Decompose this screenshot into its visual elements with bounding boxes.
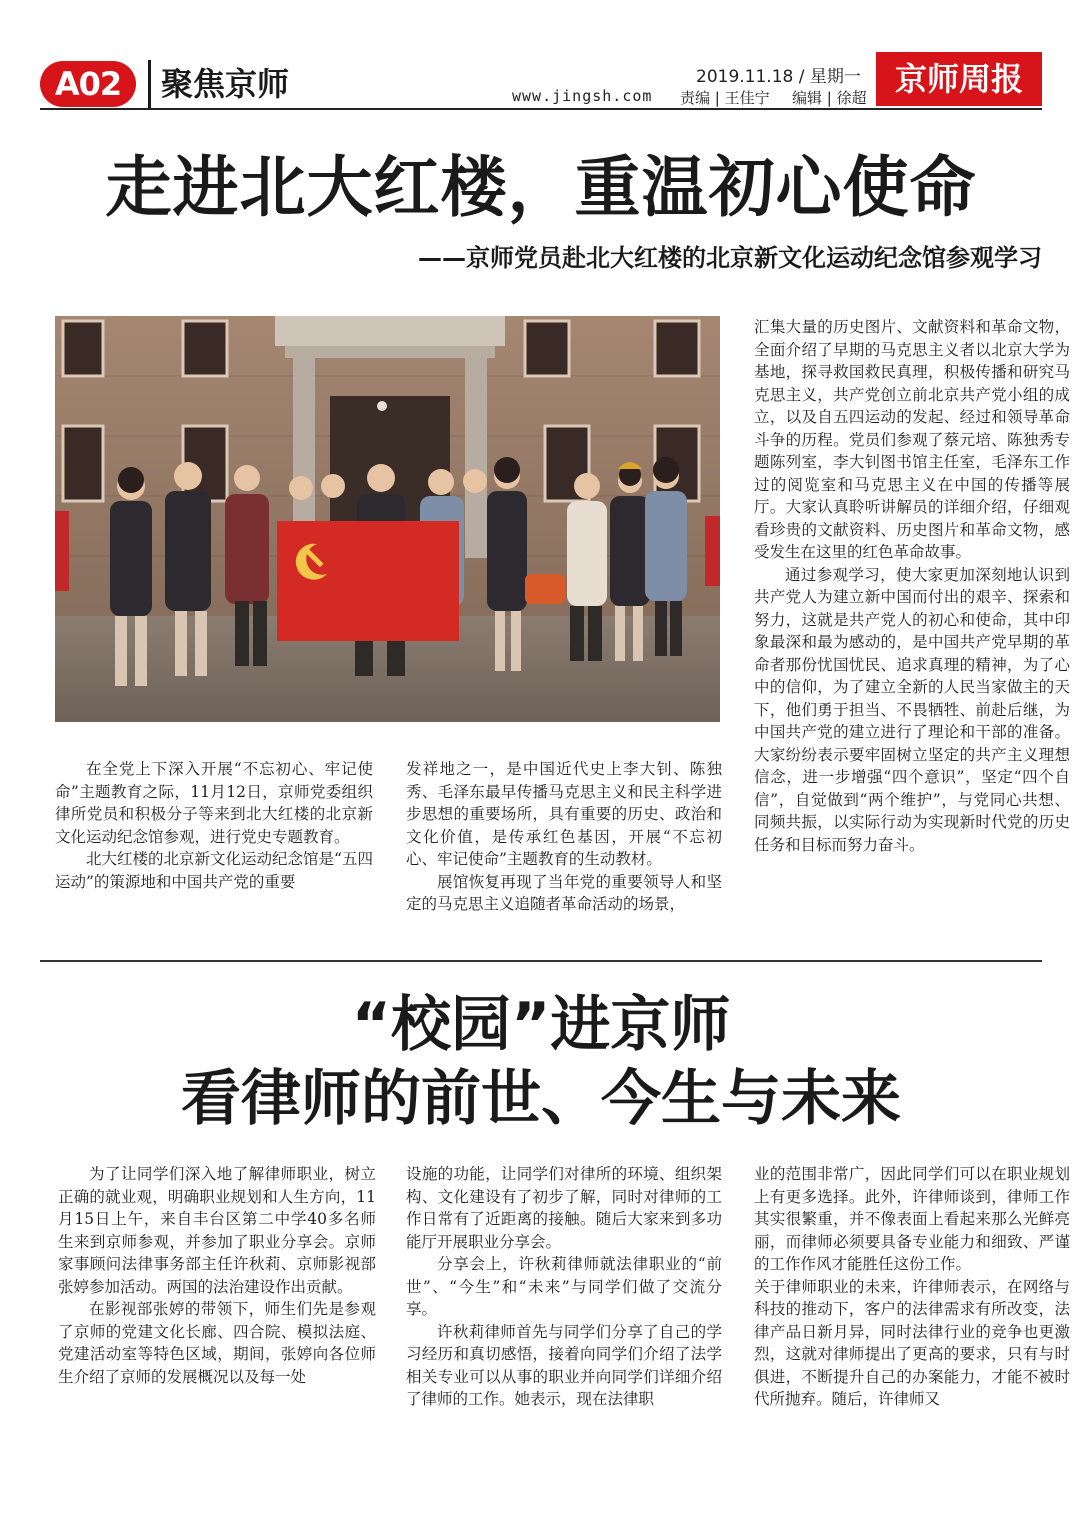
paragraph: 汇集大量的历史图片、文献资料和革命文物，全面介绍了早期的马克思主义者以北京大学为基地，探寻救国救民真理，积极传播和研究马克思主义，共产党创立前北京共产党小组的成立，以及自五四运动的发起、经过和领导革命斗争的历程。党员们参观了蔡元培、陈独秀专题陈列室，李大钊图书馆主任室，毛泽东工作过的阅览室和马克思主义在中国的传播等展厅。大家认真聆听讲解员的详细介绍，仔细观看珍贵的文献资料、历史图片和革命文物，感受发生在这里的红色革命故事。: [754, 318, 1070, 561]
article1-column-3: [754, 316, 1070, 856]
newspaper-logo: 京师周报: [876, 52, 1042, 106]
article2-title-line2: 看律师的前世、今生与未来: [181, 1064, 901, 1134]
paragraph: 在全党上下深入开展“不忘初心、牢记使命”主题教育之际，11月12日，京师党委组织律所党员和积极分子等来到北大红楼的北京新文化运动纪念馆参观，进行党史专题教育。: [55, 760, 373, 846]
paragraph: 关于律师职业的未来，许律师表示，在网络与科技的推动下，客户的法律需求有所改变，法律产品日新月异，同时法律行业的竞争也更激烈，这就对律师提出了更高的要求，只有与时俱进，不断提升自己的办案能力，才能不被时代所抛弃。随后，许律师又: [754, 1277, 1070, 1408]
paragraph: 分享会上，许秋莉律师就法律职业的“前世”、“今生”和“未来”与同学们做了交流分享。: [406, 1255, 722, 1318]
header-divider: [40, 108, 1042, 110]
paragraph: 展馆恢复再现了当年党的重要领导人和坚定的马克思主义追随者革命活动的场景，: [406, 872, 722, 913]
paragraph: 通过参观学习，使大家更加深刻地认识到共产党人为建立新中国而付出的艰辛、探索和努力，这就是共产党人的初心和使命，其中印象最深和最为感动的，是中国共产党早期的革命者那份忧国忧民、追求真理的精神，为了心中的信仰，为了建立全新的人民当家做主的天下，他们勇于担当、不畏牺牲、前赴后继，为中国共产党的建立进行了理论和干部的准备。大家纷纷表示要牢固树立坚定的共产主义理想信念，进一步增强“四个意识”，坚定“四个自信”，自觉做到“两个维护”，与党同心共想、同频共振，以实际行动为实现新时代党的历史任务和目标而努力奋斗。: [754, 565, 1070, 854]
issue-date: 2019.11.18 / 星期一: [696, 67, 861, 87]
paragraph: 北大红楼的北京新文化运动纪念馆是“五四运动”的策源地和中国共产党的重要: [55, 850, 373, 891]
editor: 编辑 | 徐超: [792, 89, 867, 107]
article2-column-2: [406, 1163, 722, 1411]
paragraph: 为了让同学们深入地了解律师职业，树立正确的就业观，明确职业规划和人生方向，11月15日上午，来自丰台区第二中学40多名师生来到京师参观，并参加了职业分享会。京师家事顾问法律事务部主任许秋莉、京师影视部张婷参加活动。两国的法治建设作出贡献。: [58, 1165, 376, 1296]
group-photo: [55, 316, 720, 722]
article1-title: 走进北大红楼，重温初心使命: [105, 149, 977, 226]
masthead: [0, 0, 1080, 120]
article1-subtitle: ——京师党员赴北大红楼的北京新文化运动纪念馆参观学习: [418, 244, 1042, 272]
article2-column-3: [754, 1163, 1070, 1411]
responsible-editor: 责编 | 王佳宁: [680, 89, 770, 107]
paragraph: 在影视部张婷的带领下，师生们先是参观了京师的党建文化长廊、四合院、模拟法庭、党建活动室等特色区域，期间，张婷向各位师生介绍了京师的发展概况以及每一处: [58, 1300, 376, 1386]
group-photo-illustration: [55, 316, 720, 722]
page-number-badge: A02: [40, 61, 136, 107]
section-title: 聚焦京师: [148, 60, 289, 108]
paragraph: 设施的功能，让同学们对律所的环境、组织架构、文化建设有了初步了解，同时对律师的工作日常有了近距离的接触。随后大家来到多功能厅开展职业分享会。: [406, 1165, 722, 1251]
website-url: www.jingsh.com: [512, 87, 653, 105]
article2-title-line1: “校园”进京师: [351, 990, 731, 1060]
article1-column-2: [406, 758, 722, 916]
paragraph: 发祥地之一，是中国近代史上李大钊、陈独秀、毛泽东最早传播马克思主义和民主科学进步思想的重要场所，具有重要的历史、政治和文化价值，是传承红色基因，开展“不忘初心、牢记使命”主题教育的生动教材。: [406, 760, 722, 868]
paragraph: 许秋莉律师首先与同学们分享了自己的学习经历和真切感悟，接着向同学们介绍了法学相关专业可以从事的职业并向同学们详细介绍了律师的工作。她表示，现在法律职: [406, 1322, 722, 1408]
article2-column-1: [58, 1163, 376, 1388]
paragraph: 业的范围非常广，因此同学们可以在职业规划上有更多选择。此外，许律师谈到，律师工作其实很繁重，并不像表面上看起来那么光鲜亮丽，而律师必须要具备专业能力和细致、严谨的工作作风才能胜任这份工作。: [754, 1165, 1070, 1273]
article-divider: [40, 960, 1042, 962]
article1-column-1: [55, 758, 373, 893]
